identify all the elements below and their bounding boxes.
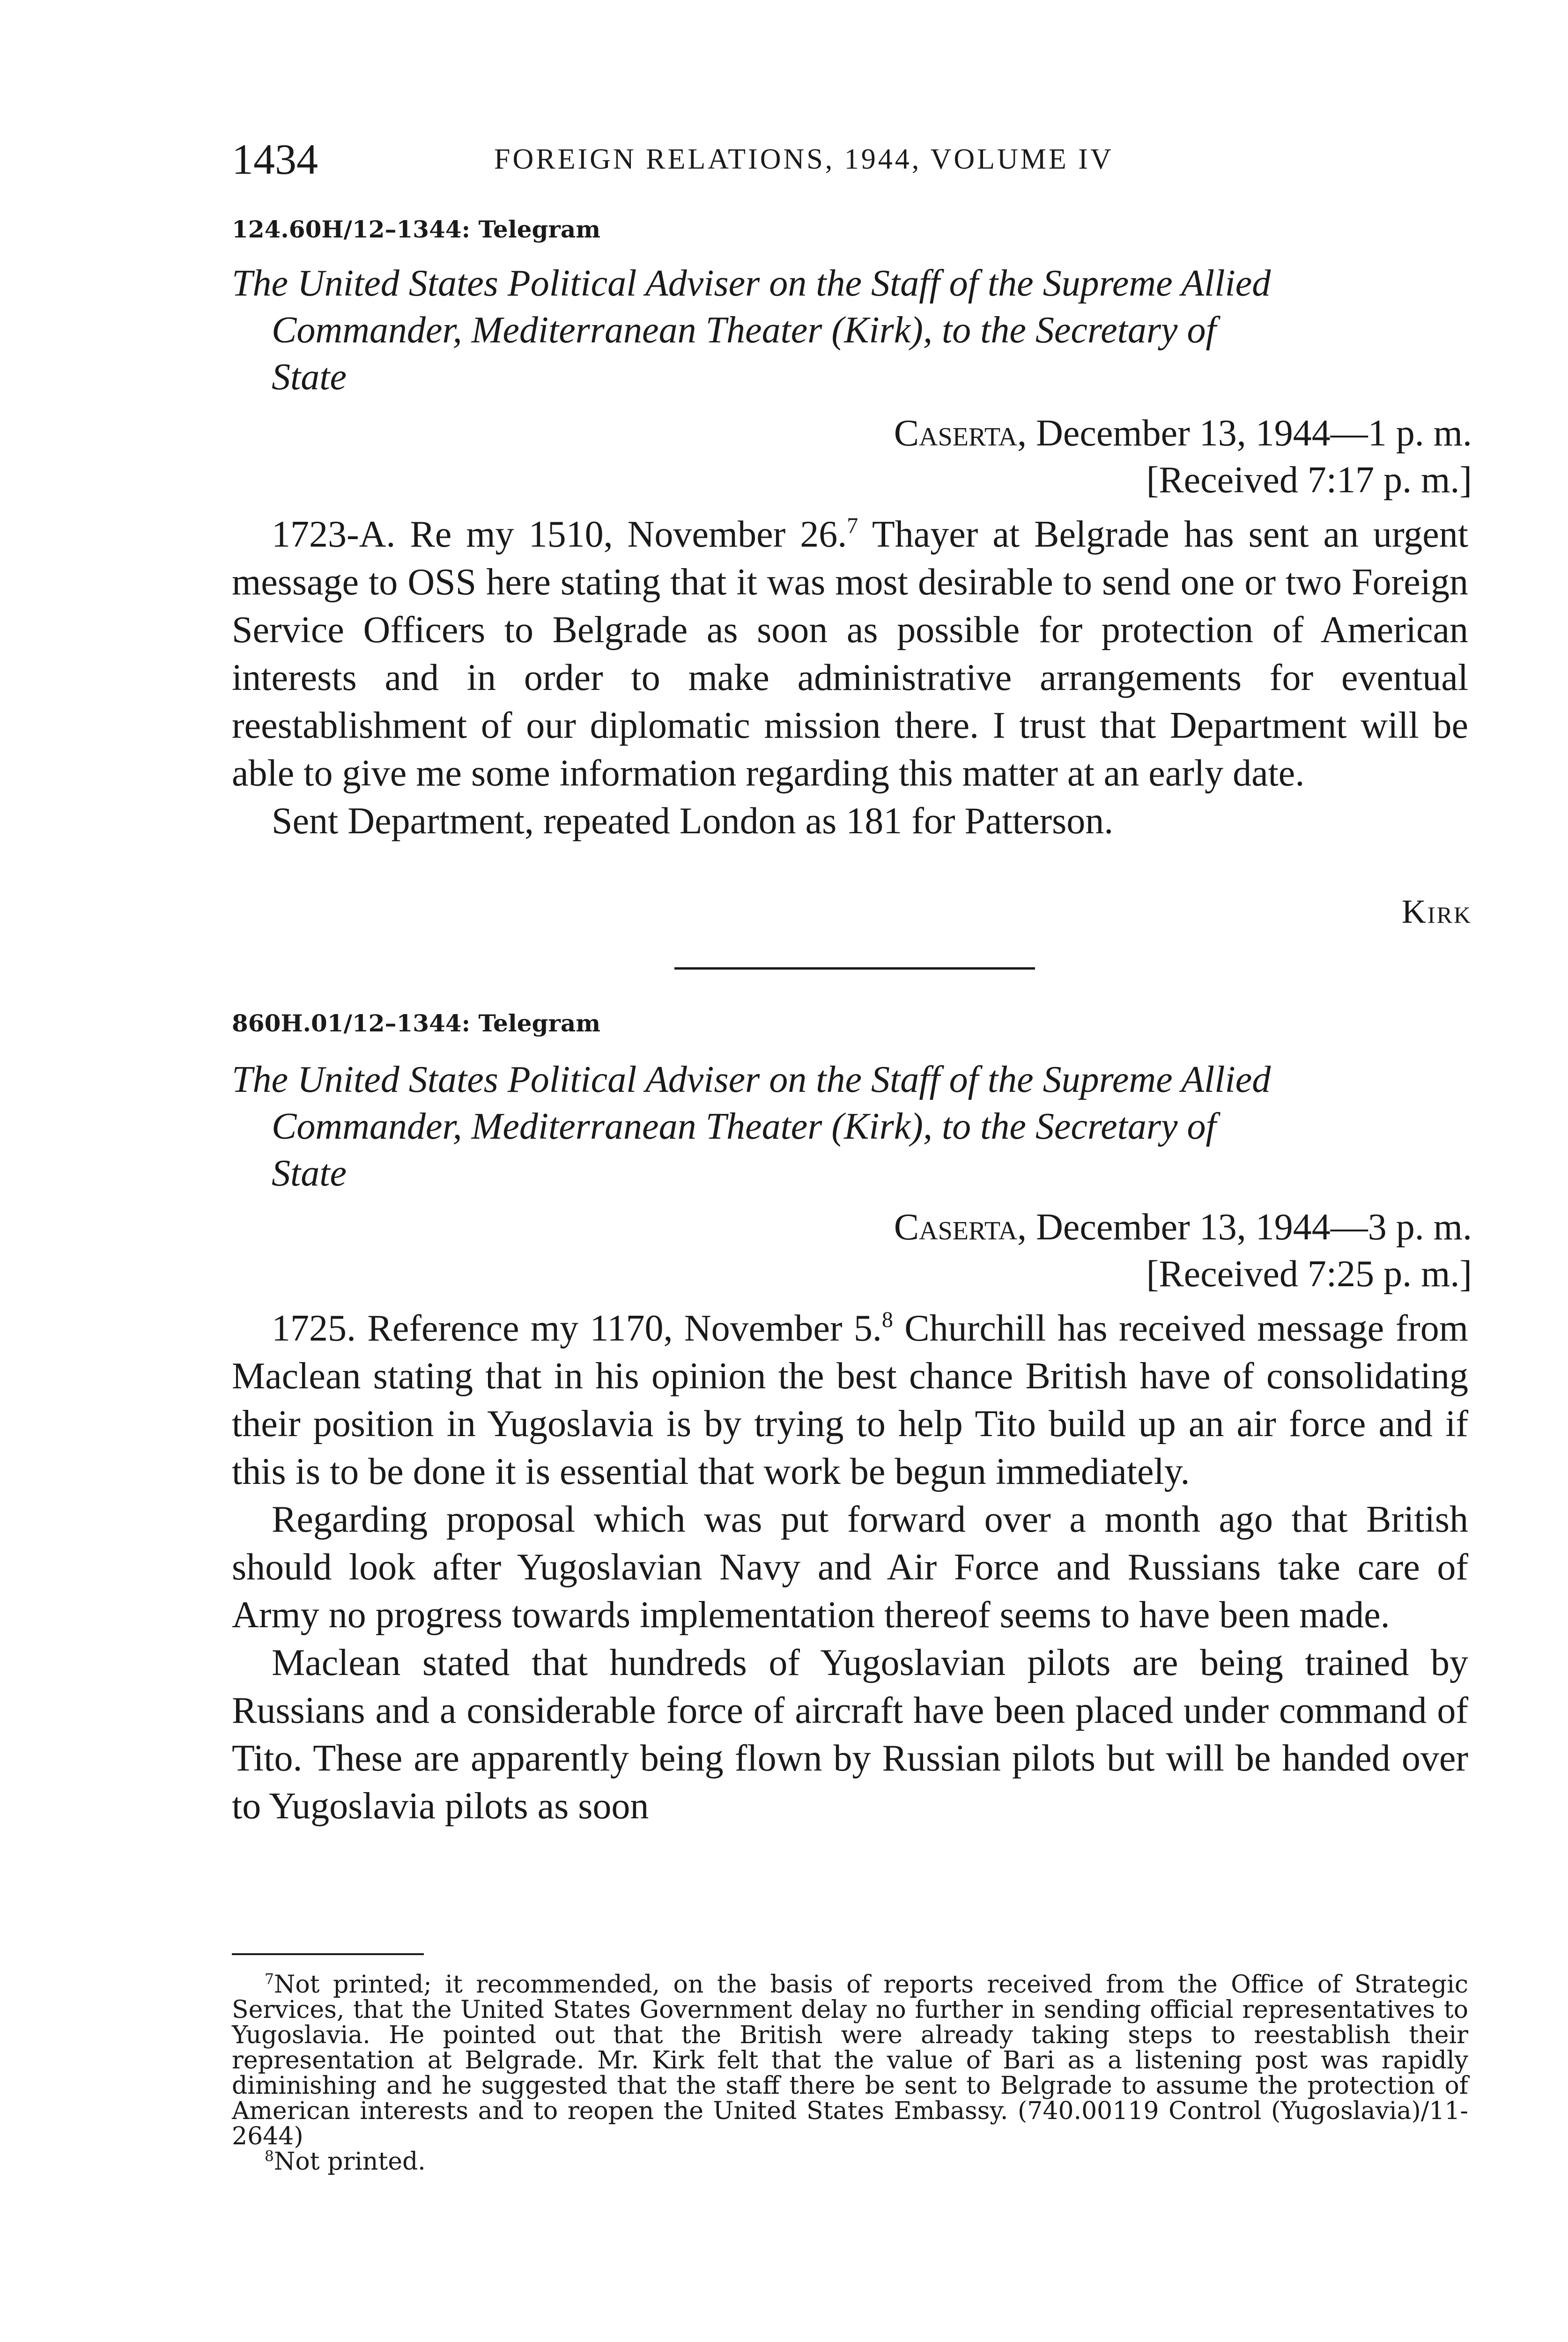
telegram-body-1 — [232, 511, 1468, 845]
footnote: $^8$Not printed. — [265, 2148, 426, 2176]
received-time-1: [Received 7:17 p. m.] — [1146, 460, 1472, 501]
footnote: $^7$Not printed; it recommended, on the basis of reports received from the Office of Strategic Services, that the United States Government delay no further in sending official representatives to Yugoslavia. He pointed out that the British were already taking steps to reestablish their representation at Belgrade. Mr. Kirk felt that the value of Bari as a listening post was rapidly diminishing and he suggested that the staff there be sent to Belgrade to assume the protection of American interests and to reopen the United States Embassy. (740.00119 Control (Yugoslavia)/11-2644) — [232, 1971, 1468, 2150]
document-heading-2: The United States Political Adviser on the Staff of the Supreme Allied Commander, Mediterranean Theater (Kirk), to the Secretary of State — [232, 1059, 1271, 1194]
footnote-ref: 7 — [847, 513, 858, 539]
paragraph: 1725. Reference my 1170, November 5.$^8$ Churchill has received message from Maclean stating that in his opinion the best chance British have of consolidating their position in Yugoslavia is by trying to help Tito build up an air force and if this is to be done it is essential that work be begun immediately. — [232, 1307, 1468, 1492]
paragraph: 1723-A. Re my 1510, November 26.$^7$ Thayer at Belgrade has sent an urgent message to OSS here stating that it was most desirable to send one or two Foreign Service Officers to Belgrade as soon as possible for protection of American interests and in order to make administrative arrangements for eventual reestablishment of our diplomatic mission there. I trust that Department will be able to give me some information regarding this matter at an early date. — [232, 513, 1468, 794]
section-divider — [674, 967, 1035, 970]
document-heading-1: The United States Political Adviser on the Staff of the Supreme Allied Commander, Mediterranean Theater (Kirk), to the Secretary of State — [232, 263, 1271, 398]
page-number: 1434 — [232, 135, 318, 183]
signature-1: Kirk — [1401, 893, 1472, 930]
telegram-body-2 — [232, 1304, 1468, 1830]
running-title: FOREIGN RELATIONS, 1944, VOLUME IV — [494, 143, 1114, 175]
file-id-1: 124.60H/12–1344: Telegram — [232, 215, 601, 243]
paragraph: Maclean stated that hundreds of Yugoslavian pilots are being trained by Russians and a considerable force of aircraft have been placed under command of Tito. These are apparently being flown by Russian pilots but will be handed over to Yugoslavia pilots as soon — [232, 1642, 1468, 1827]
footnote-rule — [232, 1953, 424, 1955]
paragraph: Regarding proposal which was put forward over a month ago that British should look after Yugoslavian Navy and Air Force and Russians take care of Army no progress towards implementation thereof seems to have been made. — [232, 1499, 1468, 1636]
dateline-2: Caserta, December 13, 1944—3 p. m. — [894, 1207, 1472, 1248]
footnotes — [232, 1972, 1468, 2174]
footnote-ref: 8 — [881, 1307, 893, 1333]
page-header — [232, 131, 1454, 187]
paragraph: Sent Department, repeated London as 181 for Patterson. — [272, 800, 1114, 842]
received-time-2: [Received 7:25 p. m.] — [1146, 1253, 1472, 1295]
file-id-2: 860H.01/12–1344: Telegram — [232, 1009, 601, 1037]
dateline-1: Caserta, December 13, 1944—1 p. m. — [894, 413, 1472, 454]
